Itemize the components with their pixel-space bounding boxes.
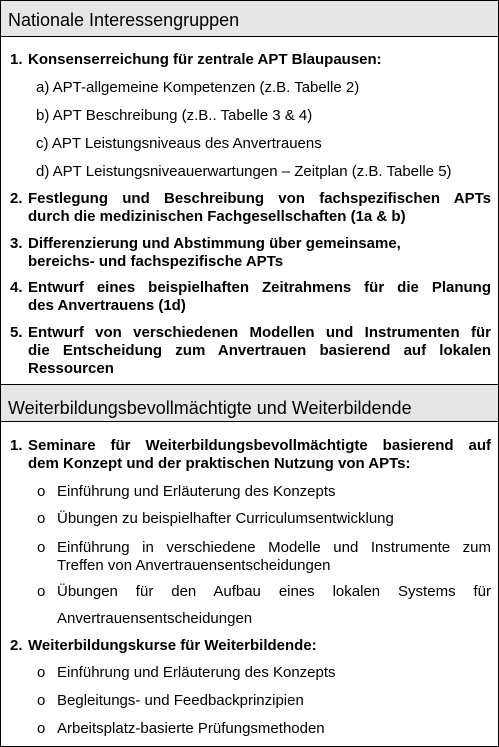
- list-item-text: Entwurf von verschiedenen Modellen und Instrumenten für: [28, 324, 491, 341]
- list-item-text: durch die medizinischen Fachgesellschaften (1a & b): [28, 208, 406, 225]
- bullet-marker: o: [37, 483, 46, 500]
- list-number: 1.: [10, 437, 23, 454]
- list-item-text: Konsenserreichung für zentrale APT Blaupausen:: [28, 51, 382, 68]
- list-item-text: Differenzierung und Abstimmung über gemeinsame,: [28, 235, 401, 252]
- bullet-marker: o: [37, 510, 46, 527]
- bullet-item: Übungen für den Aufbau eines lokalen Systems für: [57, 583, 491, 600]
- sub-item: d) APT Leistungsniveauerwartungen – Zeitplan (z.B. Tabelle 5): [36, 163, 452, 180]
- divider: [1, 36, 498, 37]
- bullet-item: Einführung in verschiedene Modelle und Instrumente zum: [57, 539, 491, 556]
- list-number: 5.: [10, 324, 23, 341]
- list-item-text: des Anvertrauens (1d): [28, 297, 186, 314]
- list-item-text: Weiterbildungskurse für Weiterbildende:: [28, 637, 317, 654]
- bullet-marker: o: [37, 720, 46, 737]
- list-number: 2.: [10, 190, 23, 207]
- bullet-item: Übungen zu beispielhafter Curriculumsentwicklung: [57, 510, 394, 527]
- list-item-text: Entwurf eines beispielhaften Zeitrahmens für die Planung: [28, 279, 491, 296]
- bullet-item: Treffen von Anvertrauensentscheidungen: [57, 557, 331, 574]
- bullet-marker: o: [37, 692, 46, 709]
- bullet-item: Anvertrauensentscheidungen: [57, 610, 253, 627]
- list-number: 1.: [10, 51, 23, 68]
- list-item-text: die Entscheidung zum Anvertrauen basierend auf lokalen: [28, 342, 491, 359]
- divider: [1, 421, 498, 422]
- list-item-text: Seminare für Weiterbildungsbevollmächtigte basierend auf: [28, 437, 491, 454]
- bullet-item: Einführung und Erläuterung des Konzepts: [57, 483, 336, 500]
- bullet-marker: o: [37, 664, 46, 681]
- list-number: 4.: [10, 279, 23, 296]
- bullet-item: Einführung und Erläuterung des Konzepts: [57, 664, 336, 681]
- list-item-text: Festlegung und Beschreibung von fachspezifischen APTs: [28, 190, 491, 207]
- list-item-text: dem Konzept und der praktischen Nutzung von APTs:: [28, 455, 411, 472]
- section-title-trainers: Weiterbildungsbevollmächtigte und Weiterbildende: [8, 398, 412, 418]
- bullet-marker: o: [37, 583, 46, 600]
- bullet-item: Begleitungs- und Feedbackprinzipien: [57, 692, 304, 709]
- list-number: 3.: [10, 235, 23, 252]
- list-item-text: Ressourcen: [28, 360, 114, 377]
- sub-item: a) APT-allgemeine Kompetenzen (z.B. Tabelle 2): [36, 79, 360, 96]
- bullet-item: Arbeitsplatz-basierte Prüfungsmethoden: [57, 720, 325, 737]
- sub-item: c) APT Leistungsniveaus des Anvertrauens: [36, 135, 322, 152]
- bullet-marker: o: [37, 539, 46, 556]
- list-item-text: bereichs- und fachspezifische APTs: [28, 253, 284, 270]
- sub-item: b) APT Beschreibung (z.B.. Tabelle 3 & 4): [36, 107, 313, 124]
- list-number: 2.: [10, 637, 23, 654]
- section-title-national-stakeholders: Nationale Interessengruppen: [8, 10, 240, 30]
